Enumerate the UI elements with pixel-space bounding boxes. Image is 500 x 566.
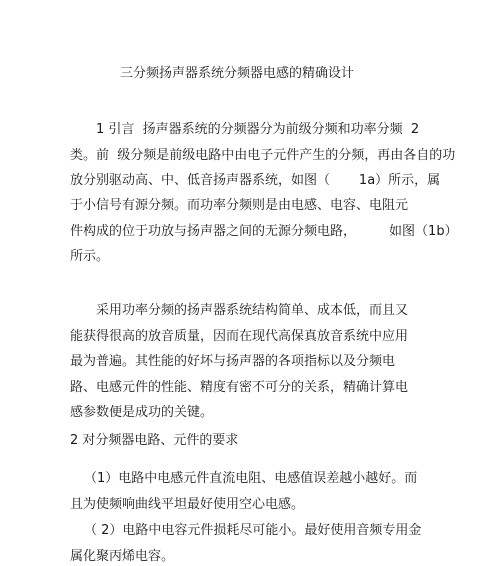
list-item-line-3: （ 2）电路中电容元件损耗尽可能小。最好使用音频专用金 [84,523,422,538]
list-item-line-2: 且为使频响曲线平坦最好使用空心电感。 [70,497,305,512]
document-title: 三分频扬声器系统分频器电感的精确设计 [120,66,355,81]
paragraph-line-7: 采用功率分频的扬声器系统结构简单、成本低，而且又 [96,303,409,318]
paragraph-line-11: 感参数便是成功的关键。 [70,405,214,420]
paragraph-line-5: 件构成的位于功放与扬声器之间的无源分频电路， 如图（1b） [70,224,458,239]
list-item-line-4: 属化聚丙烯电容。 [70,549,175,564]
paragraph-line-10: 路、电感元件的性能、精度有密不可分的关系，精确计算电 [70,380,409,395]
list-item-line-1: （1）电路中电感元件直流电阻、电感值误差越小越好。而 [84,471,418,486]
paragraph-line-4: 于小信号有源分频。而功率分频则是由电感、电容、电阻元 [70,198,409,213]
paragraph-line-6: 所示。 [70,249,110,264]
section-heading: 2 对分频器电路、元件的要求 [70,433,239,448]
paragraph-line-9: 最为普遍。其性能的好坏与扬声器的各项指标以及分频电 [70,354,396,369]
paragraph-line-1: 1 引言 扬声器系统的分频器分为前级分频和功率分频 2 [96,122,420,137]
paragraph-line-8: 能获得很高的放音质量，因而在现代高保真放音系统中应用 [70,329,409,344]
paragraph-line-2: 类。前 级分频是前级电路中由电子元件产生的分频，再由各自的功 [70,148,456,163]
paragraph-line-3: 放分别驱动高、中、低音扬声器系统，如图（ 1a）所示，属 [70,173,441,188]
